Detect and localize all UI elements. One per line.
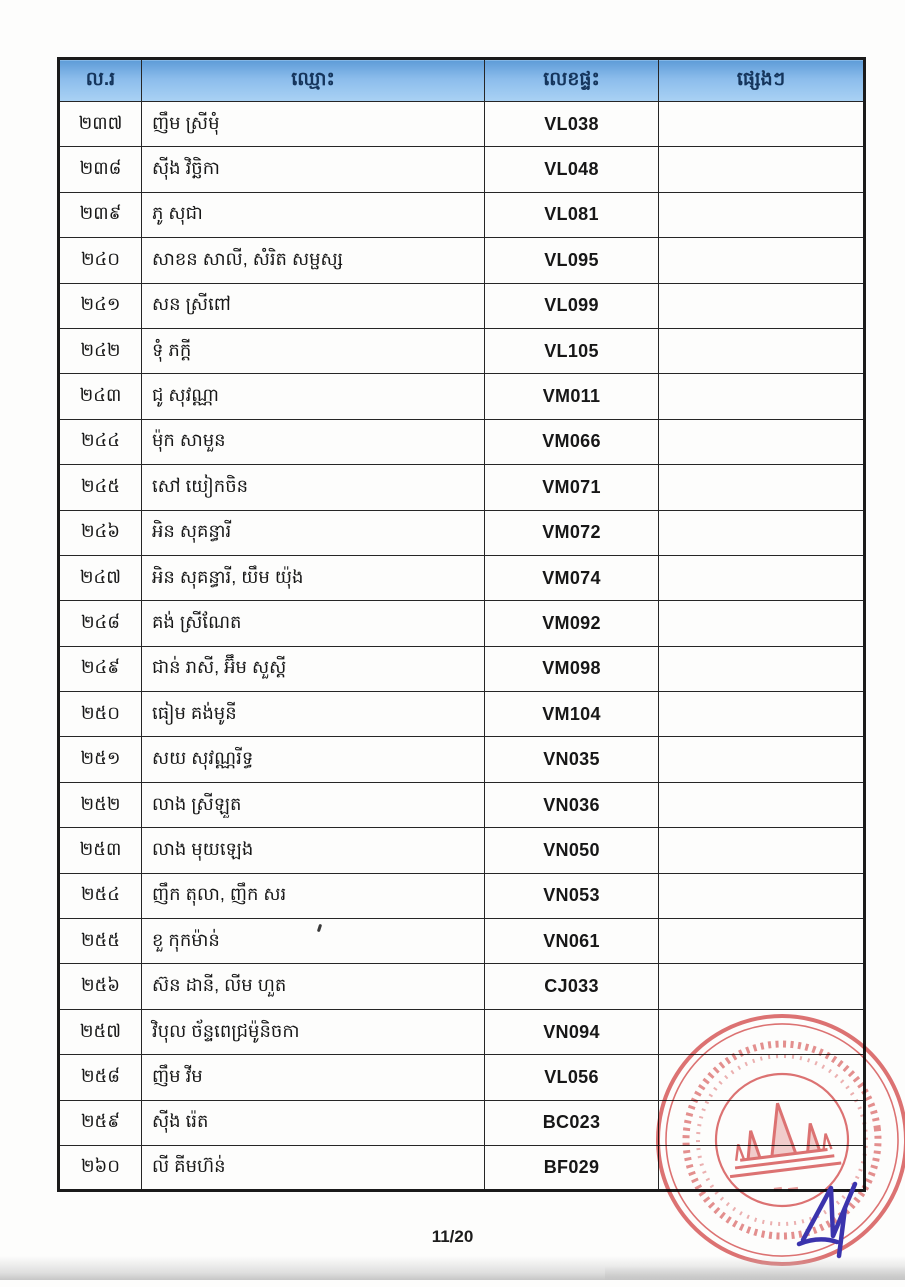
cell-other — [659, 692, 865, 737]
cell-name: លី គីមហ៊ន់ — [142, 1145, 485, 1190]
table-row — [59, 283, 865, 328]
cell-other — [659, 828, 865, 873]
cell-house: VN036 — [485, 782, 659, 827]
table-row — [59, 238, 865, 283]
cell-no: ២៥០ — [59, 692, 142, 737]
cell-name: ស៊ីង រ៉េត — [142, 1100, 485, 1145]
cell-no: ២៥៤ — [59, 873, 142, 918]
cell-other — [659, 646, 865, 691]
cell-house: BC023 — [485, 1100, 659, 1145]
cell-name: ញឹក តុលា, ញឹក សរ — [142, 873, 485, 918]
cell-house: VM098 — [485, 646, 659, 691]
cell-name: ស៊ន ដានី, លីម ហួត — [142, 964, 485, 1009]
table-row — [59, 782, 865, 827]
cell-name: ភូ សុជា — [142, 192, 485, 237]
cell-house: VN050 — [485, 828, 659, 873]
cell-house: VL095 — [485, 238, 659, 283]
table-row — [59, 147, 865, 192]
table-row — [59, 828, 865, 873]
cell-house: VN094 — [485, 1009, 659, 1054]
cell-no: ២៣៩ — [59, 192, 142, 237]
cell-no: ២៣៨ — [59, 147, 142, 192]
cell-no: ២៥៦ — [59, 964, 142, 1009]
cell-no: ២៤៧ — [59, 555, 142, 600]
cell-other — [659, 328, 865, 373]
cell-name: ទុំ ភក្ដី — [142, 328, 485, 373]
header-no: ល.រ — [59, 59, 142, 102]
table-row — [59, 692, 865, 737]
table-row — [59, 465, 865, 510]
cell-no: ២៤៩ — [59, 646, 142, 691]
cell-no: ២៥៣ — [59, 828, 142, 873]
cell-house: VM071 — [485, 465, 659, 510]
header-other: ផ្សេងៗ — [659, 59, 865, 102]
cell-house: CJ033 — [485, 964, 659, 1009]
cell-other — [659, 102, 865, 147]
cell-name: វិបុល ច័ន្ទពេជ្រម៉ូនិចកា — [142, 1009, 485, 1054]
cell-house: VM011 — [485, 374, 659, 419]
table-row — [59, 328, 865, 373]
cell-no: ២៤៣ — [59, 374, 142, 419]
table-row — [59, 192, 865, 237]
scan-shadow — [0, 1256, 905, 1280]
table-row — [59, 102, 865, 147]
cell-house: VL105 — [485, 328, 659, 373]
cell-house: VL099 — [485, 283, 659, 328]
cell-other — [659, 919, 865, 964]
cell-house: VM104 — [485, 692, 659, 737]
cell-name: ញឹម វីម — [142, 1055, 485, 1100]
cell-name: អិន សុគន្ធារី — [142, 510, 485, 555]
table-row — [59, 646, 865, 691]
cell-no: ២៤១ — [59, 283, 142, 328]
cell-no: ២៤៥ — [59, 465, 142, 510]
cell-house: BF029 — [485, 1145, 659, 1190]
header-house-no: លេខផ្ទះ — [485, 59, 659, 102]
table-row — [59, 419, 865, 464]
cell-house: VM074 — [485, 555, 659, 600]
table-row — [59, 964, 865, 1009]
table-row — [59, 555, 865, 600]
cell-name: ស៊ីង វិច្ឆិកា — [142, 147, 485, 192]
cell-house: VL056 — [485, 1055, 659, 1100]
cell-other — [659, 555, 865, 600]
cell-other — [659, 465, 865, 510]
cell-other — [659, 192, 865, 237]
cell-name: ធៀម គង់មូនី — [142, 692, 485, 737]
table-header-row — [59, 59, 865, 102]
cell-no: ២៥៨ — [59, 1055, 142, 1100]
table-row — [59, 601, 865, 646]
table-row — [59, 919, 865, 964]
cell-name: សន ស្រីពៅ — [142, 283, 485, 328]
cell-no: ២៥៥ — [59, 919, 142, 964]
cell-house: VL038 — [485, 102, 659, 147]
cell-name: ញឹម ស្រីមុំ — [142, 102, 485, 147]
cell-house: VM066 — [485, 419, 659, 464]
cell-no: ២៥៧ — [59, 1009, 142, 1054]
cell-other — [659, 737, 865, 782]
cell-name: លាង ស្រីឡួត — [142, 782, 485, 827]
table-row — [59, 510, 865, 555]
cell-no: ២៤៦ — [59, 510, 142, 555]
cell-other — [659, 147, 865, 192]
cell-name: ម៉ុក សាមួន — [142, 419, 485, 464]
signature-mark — [793, 1178, 879, 1264]
cell-house: VL048 — [485, 147, 659, 192]
cell-no: ២៤០ — [59, 238, 142, 283]
cell-other — [659, 283, 865, 328]
table-row — [59, 374, 865, 419]
cell-no: ២៤៨ — [59, 601, 142, 646]
header-name: ឈ្មោះ — [142, 59, 485, 102]
cell-house: VM092 — [485, 601, 659, 646]
cell-house: VN053 — [485, 873, 659, 918]
cell-name: ជាន់ រាសី, អ៊ឹម សួស្ដី — [142, 646, 485, 691]
cell-name: ជូ សុវណ្ណា — [142, 374, 485, 419]
cell-other — [659, 601, 865, 646]
cell-name: សាខន សាលី, សំរិត សម្ផស្ស — [142, 238, 485, 283]
cell-name: សៅ យៀកចិន — [142, 465, 485, 510]
table-row — [59, 873, 865, 918]
cell-no: ២៥២ — [59, 782, 142, 827]
cell-house: VL081 — [485, 192, 659, 237]
cell-no: ២៦០ — [59, 1145, 142, 1190]
cell-name: លាង មុយឡេង — [142, 828, 485, 873]
table-row — [59, 737, 865, 782]
cell-name: អិន សុគន្ធារី, យឹម យ៉ុង — [142, 555, 485, 600]
cell-house: VN035 — [485, 737, 659, 782]
cell-name: ខួ កុកម៉ាន់ — [142, 919, 485, 964]
cell-other — [659, 782, 865, 827]
cell-name: សយ សុវណ្ណរីទ្ធ — [142, 737, 485, 782]
cell-no: ២៣៧ — [59, 102, 142, 147]
cell-house: VN061 — [485, 919, 659, 964]
page-number: 11/20 — [431, 1227, 474, 1246]
cell-other — [659, 873, 865, 918]
cell-other — [659, 374, 865, 419]
cell-no: ២៤២ — [59, 328, 142, 373]
cell-house: VM072 — [485, 510, 659, 555]
cell-name: គង់ ស្រីណែត — [142, 601, 485, 646]
cell-other — [659, 238, 865, 283]
cell-other — [659, 510, 865, 555]
cell-no: ២៤៤ — [59, 419, 142, 464]
cell-other — [659, 419, 865, 464]
cell-no: ២៥៩ — [59, 1100, 142, 1145]
cell-no: ២៥១ — [59, 737, 142, 782]
